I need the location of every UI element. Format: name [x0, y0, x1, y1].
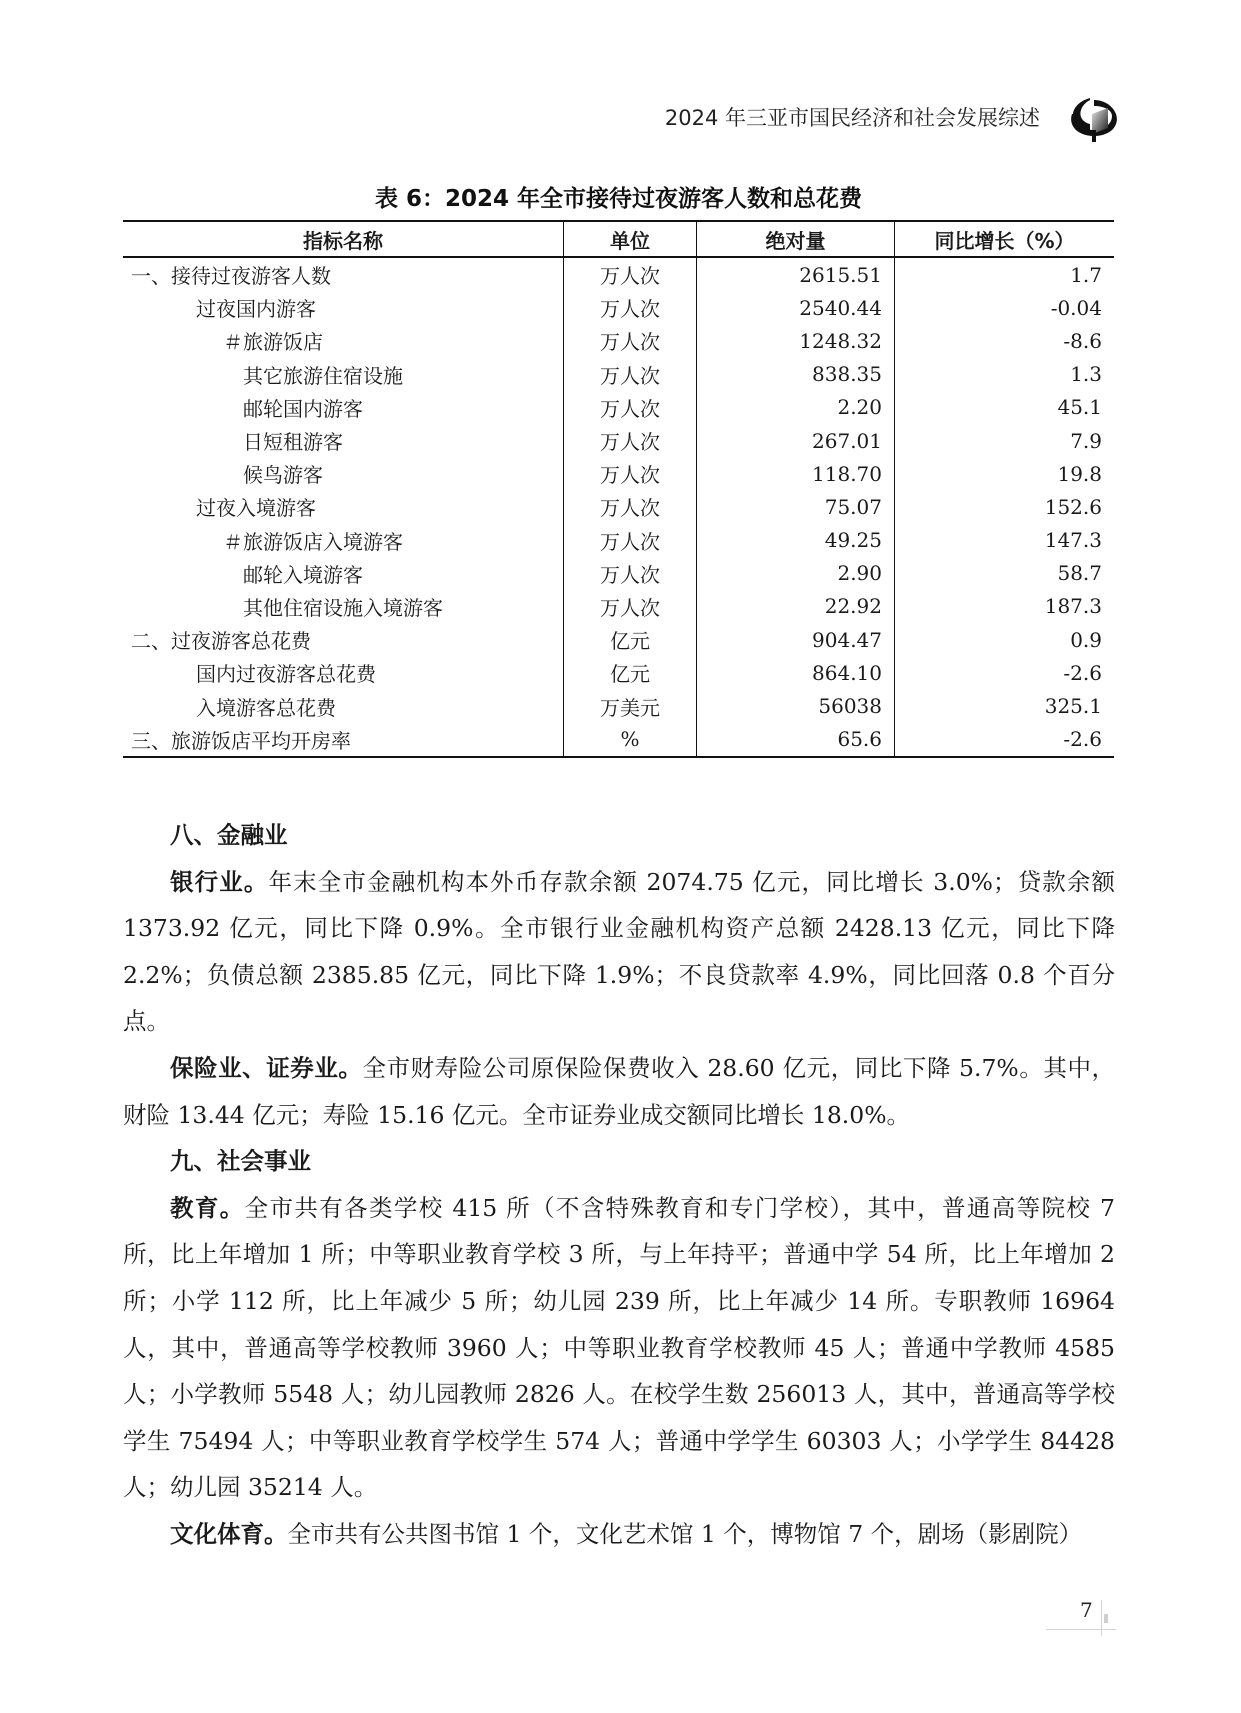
yoy-growth: 58.7 — [895, 557, 1115, 590]
table-row — [123, 358, 1114, 391]
indicator-name: 三、旅游饭店平均开房率 — [123, 723, 564, 757]
absolute-value: 2.20 — [697, 391, 895, 424]
table-row — [123, 424, 1114, 457]
table-row — [123, 490, 1114, 523]
text-education: 全市共有各类学校 415 所（不含特殊教育和专门学校），其中，普通高等院校 7 所，比上年增加 1 所；中等职业教育学校 3 所，与上年持平；普通中学 54 所，比上年增加 2 所；小学 112 所，比上年减少 5 所；幼儿园 239 所，比上年减少 14 所。专职教师 16964 人，其中，普通高等学校教师 3960 人；中等职业教育学校教师 45 人；普通中学教师 4585 人；小学教师 5548 人；幼儿园教师 2826 人。在校学生数 256013 人，其中，普通高等学校学生 75494 人；中等职业教育学校学生 574 人；普通中学学生 60303 人；小学学生 84428 人；幼儿园 35214 人。 — [123, 1193, 1115, 1502]
paragraph-insurance — [123, 1045, 1115, 1138]
yoy-growth: 152.6 — [895, 490, 1115, 523]
table-row — [123, 623, 1114, 656]
section-heading-social: 九、社会事业 — [170, 1147, 311, 1176]
unit: 万人次 — [564, 257, 697, 291]
absolute-value: 49.25 — [697, 524, 895, 557]
paragraph-banking — [123, 859, 1115, 1045]
table-row — [123, 257, 1114, 291]
absolute-value: 904.47 — [697, 623, 895, 656]
unit: 万人次 — [564, 557, 697, 590]
body-text — [123, 812, 1115, 1558]
lead-culture: 文化体育。 — [170, 1519, 288, 1548]
text-culture: 全市共有公共图书馆 1 个，文化艺术馆 1 个，博物馆 7 个，剧场（影剧院） — [287, 1519, 1083, 1548]
indicator-name: 邮轮国内游客 — [243, 396, 363, 421]
page-number: 7 — [1080, 1598, 1093, 1622]
footer-marker — [1104, 1614, 1108, 1623]
yoy-growth: 45.1 — [895, 391, 1115, 424]
column-header-unit: 单位 — [564, 221, 697, 257]
indicator-name: 一、接待过夜游客人数 — [131, 264, 331, 289]
table-header-row — [123, 221, 1114, 257]
absolute-value: 267.01 — [697, 424, 895, 457]
yoy-growth: -2.6 — [895, 723, 1115, 757]
tourism-statistics-table — [123, 220, 1114, 758]
absolute-value: 2615.51 — [697, 257, 895, 291]
table-row — [123, 291, 1114, 324]
unit: 万人次 — [564, 590, 697, 623]
indicator-name: 其他住宿设施入境游客 — [243, 595, 443, 620]
indicator-name: 入境游客总花费 — [196, 695, 336, 720]
yoy-growth: 7.9 — [895, 424, 1115, 457]
yoy-growth: 1.7 — [895, 257, 1115, 291]
footer-vertical-rule — [1101, 1600, 1102, 1636]
yoy-growth: 187.3 — [895, 590, 1115, 623]
absolute-value: 75.07 — [697, 490, 895, 523]
unit: 万人次 — [564, 324, 697, 357]
indicator-name: ＃旅游饭店 — [223, 330, 323, 355]
footer-rule — [1046, 1629, 1116, 1630]
indicator-name: 日短租游客 — [243, 430, 343, 455]
table-row — [123, 391, 1114, 424]
unit: % — [564, 723, 697, 757]
indicator-name: 过夜国内游客 — [196, 297, 316, 322]
indicator-name: 候鸟游客 — [243, 463, 323, 488]
unit: 亿元 — [564, 623, 697, 656]
unit: 万人次 — [564, 424, 697, 457]
yoy-growth: -0.04 — [895, 291, 1115, 324]
unit: 万人次 — [564, 457, 697, 490]
column-header-indicator: 指标名称 — [123, 221, 564, 257]
indicator-name: 国内过夜游客总花费 — [196, 662, 376, 687]
lead-education: 教育。 — [170, 1193, 245, 1222]
yoy-growth: -2.6 — [895, 656, 1115, 689]
indicator-name: 过夜入境游客 — [196, 496, 316, 521]
yoy-growth: -8.6 — [895, 324, 1115, 357]
text-banking: 年末全市金融机构本外币存款余额 2074.75 亿元，同比增长 3.0%；贷款余额 1373.92 亿元，同比下降 0.9%。全市银行业金融机构资产总额 2428.13 亿元，同比下降 2.2%；负债总额 2385.85 亿元，同比下降 1.9%；不良贷款率 4.9%，同比回落 0.8 个百分点。 — [123, 867, 1115, 1036]
unit: 万人次 — [564, 490, 697, 523]
text-insurance: 全市财寿险公司原保险保费收入 28.60 亿元，同比下降 5.7%。其中，财险 13.44 亿元；寿险 15.16 亿元。全市证券业成交额同比增长 18.0%。 — [123, 1053, 1115, 1129]
table-row — [123, 324, 1114, 357]
unit: 万美元 — [564, 689, 697, 722]
table-row — [123, 557, 1114, 590]
absolute-value: 1248.32 — [697, 324, 895, 357]
table-row — [123, 590, 1114, 623]
lead-insurance: 保险业、证券业。 — [170, 1053, 363, 1082]
column-header-yoy-growth: 同比增长（%） — [895, 221, 1115, 257]
column-header-absolute-value: 绝对量 — [697, 221, 895, 257]
unit: 万人次 — [564, 524, 697, 557]
indicator-name: 二、过夜游客总花费 — [131, 629, 311, 654]
absolute-value: 2540.44 — [697, 291, 895, 324]
unit: 万人次 — [564, 291, 697, 324]
absolute-value: 22.92 — [697, 590, 895, 623]
indicator-name: 其它旅游住宿设施 — [243, 363, 403, 388]
paragraph-education — [123, 1185, 1115, 1511]
yoy-growth: 325.1 — [895, 689, 1115, 722]
absolute-value: 838.35 — [697, 358, 895, 391]
absolute-value: 65.6 — [697, 723, 895, 757]
indicator-name: 邮轮入境游客 — [243, 562, 363, 587]
unit: 亿元 — [564, 656, 697, 689]
yoy-growth: 0.9 — [895, 623, 1115, 656]
table-title: 表 6：2024 年全市接待过夜游客人数和总花费 — [374, 186, 863, 212]
unit: 万人次 — [564, 391, 697, 424]
paragraph-culture — [123, 1511, 1115, 1558]
section-heading-finance: 八、金融业 — [170, 821, 288, 849]
unit: 万人次 — [564, 358, 697, 391]
table-row — [123, 524, 1114, 557]
table-row — [123, 689, 1114, 722]
absolute-value: 118.70 — [697, 457, 895, 490]
indicator-name: ＃旅游饭店入境游客 — [223, 529, 403, 554]
table-row — [123, 656, 1114, 689]
yoy-growth: 1.3 — [895, 358, 1115, 391]
absolute-value: 864.10 — [697, 656, 895, 689]
lead-banking: 银行业。 — [170, 867, 269, 896]
table-row — [123, 457, 1114, 490]
absolute-value: 2.90 — [697, 557, 895, 590]
yoy-growth: 19.8 — [895, 457, 1115, 490]
running-header: 2024 年三亚市国民经济和社会发展综述 — [664, 106, 1040, 130]
absolute-value: 56038 — [697, 689, 895, 722]
table-row — [123, 723, 1114, 757]
statistics-logo-icon — [1062, 84, 1124, 146]
yoy-growth: 147.3 — [895, 524, 1115, 557]
